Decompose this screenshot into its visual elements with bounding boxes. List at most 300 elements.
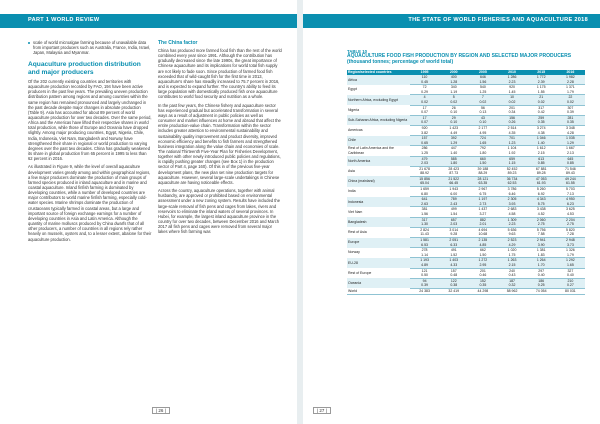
body-paragraph: China has produced more farmed food fish than the rest of the world combined every year since 1991. Although the contribution has gradually decreased since the late 1990s, the great importance of Chinese aquaculture and its implications for world total fish supply are not likely to fade soon. Since production of farmed food fish exceeded that of wild-caught fish for the first time in 2013, aquaculture's share has steadily increased to 75.7 percent in 2016, and is expected to expand further. The country's ability to feed its large population with domestically produced fish once aquaculture contributes to world food security and nutrition as a whole. [158, 48, 282, 100]
table-cell-percent: 1.54 [439, 212, 468, 217]
table-cell-percent: 0.35 [468, 283, 497, 288]
table-cell-percent: 0.02 [527, 100, 556, 105]
row-label: Oceania [347, 278, 410, 288]
table-cell-tonnes: 17 [422, 105, 427, 110]
table-cell-percent: 89.28 [527, 171, 556, 176]
table-cell-percent: 1.79 [556, 90, 585, 95]
table-cell-percent: 2.75 [556, 222, 585, 227]
table-cell-tonnes: 201 [509, 105, 515, 110]
table-cell-tonnes: 32 419 [439, 288, 468, 294]
body-paragraph: In the past few years, the Chinese fishery and aquaculture sector has experienced gradual but accelerated transformation in several ways as a result of adjustment in public policies as well as consumer and market influences at home and abroad that affect the entire production-value chain. Transformation within the sector includes greater attention to environmental sustainability and sustainability quality improvement and product diversity, improved economic efficiency and benefits to fish farmers and strengthened business integration along the value chain and economies of scale. The national Thirteenth Five-Year Plan for Fisheries Development, together with other newly introduced public policies and regulations, is rapidly pushing greater changes (see Box 1) in the production sector of Part 4, page 160). Of this in of the previous five-year development plans, the new plan set nine production targets for aquaculture. However, several large-scale undertakings in Chinese aquaculture are having noticeable effects. [158, 102, 281, 185]
table-cell-tonnes: 499 [450, 207, 457, 212]
table-cell-percent: 2.01 [468, 222, 497, 227]
table-cell-tonnes: 15 856 [410, 176, 439, 181]
table-cell-percent: 1.14 [410, 253, 439, 258]
table-cell-percent: 0.65 [410, 141, 439, 146]
table-cell-percent: 2.73 [468, 202, 497, 207]
table-cell-percent: 0.38 [439, 283, 468, 288]
column-header-year: 1995 [410, 70, 439, 75]
table-label: TABLE 10 [347, 49, 367, 54]
table-cell-percent: 7.28 [556, 232, 585, 237]
table-cell-tonnes: 157 [450, 268, 457, 273]
row-label: World [347, 288, 410, 294]
table-cell-tonnes: 3 438 [536, 207, 546, 212]
table-cell-tonnes: 28 121 [468, 176, 497, 181]
table-cell-tonnes: 792 [479, 146, 486, 151]
table-cell-percent: 3.27 [468, 212, 497, 217]
table-cell-tonnes: 327 [567, 268, 574, 273]
table-cell-percent: 2.03 [439, 222, 468, 227]
table-cell-percent: 1.50 [468, 253, 497, 258]
column-header-year: 2010 [497, 70, 526, 75]
section-heading: Aquaculture production distribution and major producers [28, 61, 141, 76]
table-cell-percent: 2.13 [556, 151, 585, 156]
table-cell-percent: 2.15 [497, 263, 526, 268]
right-column [158, 40, 282, 237]
row-label: Rest of Europe [348, 270, 372, 275]
table-cell-tonnes: 340 [450, 85, 457, 90]
table-cell-tonnes: 613 [527, 156, 556, 161]
table-cell-tonnes: 920 [421, 125, 428, 130]
table-cell-percent: 1.25 [410, 151, 439, 156]
table-cell-percent: 4.85 [468, 243, 497, 248]
table-cell-tonnes: 1 193 [410, 258, 439, 263]
table-cell-percent: 0.42 [527, 110, 556, 115]
table-cell-tonnes: 72 [422, 85, 427, 90]
table-cell-tonnes: 789 [439, 197, 468, 202]
table-cell-percent: 89.43 [556, 171, 585, 176]
table-cell-percent: 1.50 [468, 161, 497, 166]
table-cell-tonnes: 201 [479, 268, 486, 273]
table-cell-tonnes: 36 734 [497, 176, 526, 181]
table-cell-tonnes: 2 514 [507, 125, 517, 130]
table-cell-tonnes: 2 177 [478, 125, 488, 130]
table-cell-percent: 0.07 [410, 110, 439, 115]
row-label: Norway [348, 250, 360, 255]
table-cell-tonnes: 5 820 [566, 227, 575, 232]
table-cell-percent: 1.79 [556, 253, 585, 258]
bullet-item [28, 40, 152, 58]
table-cell-tonnes: 1 612 [536, 146, 546, 151]
table-cell-percent: 0.29 [410, 90, 439, 95]
table-cell-percent: 11.43 [410, 232, 439, 237]
table-cell-tonnes: 286 [421, 146, 428, 151]
table-cell-tonnes: 1 667 [566, 146, 575, 151]
table-row [347, 288, 585, 294]
table-cell-tonnes: 479 [410, 156, 439, 161]
table-cell-percent: 0.39 [556, 110, 585, 115]
table-cell-percent: 61.55 [556, 181, 585, 186]
table-cell-tonnes: 317 [538, 105, 545, 110]
table-cell-percent: 1.29 [439, 141, 468, 146]
table-cell-percent: 4.52 [527, 212, 556, 217]
table-cell-tonnes: 26 [451, 105, 456, 110]
table-cell-tonnes: 1 772 [527, 75, 556, 80]
table-cell-tonnes: 278 [421, 248, 428, 253]
table-cell-tonnes: 7 [468, 95, 497, 100]
table-cell-tonnes: 662 [479, 248, 486, 253]
row-label: Chile [347, 136, 410, 146]
table-cell-tonnes: 645 [556, 156, 585, 161]
row-label: Nigeria [348, 107, 360, 112]
table-cell-percent: 1.45 [497, 90, 526, 95]
table-cell-tonnes: 39 188 [477, 166, 489, 171]
table-cell-percent: 0.45 [410, 80, 439, 85]
table-cell-percent: 0.27 [556, 283, 585, 288]
table-cell-percent: 2.95 [468, 263, 497, 268]
table-cell-percent: 0.13 [468, 110, 497, 115]
table-cell-percent: 6.00 [439, 192, 468, 197]
table-cell-percent: 4.95 [468, 131, 497, 136]
table-cell-tonnes: 1 423 [449, 125, 459, 130]
table-cell-tonnes: 4 343 [527, 197, 556, 202]
table-cell-percent: 88.92 [410, 171, 439, 176]
column-header-region: Region/selected countries [347, 70, 410, 75]
body-paragraph: As illustrated in Figure 9, while the level of overall aquaculture development varies greatly among and within geographical regions, a few major producers dominate the production of main groups of farmed species produced in inland aquaculture and in marine and coastal aquaculture. Inland finfish farming is dominated by developing countries, while a number of developed countries are major contributors to world marine finfish farming, especially cold-water species. Marine shrimps dominate the production of crustaceans typically farmed in coastal areas, but a large and important source of foreign exchange earnings for a number of developing countries in Asia and Latin America. Although the quantity of marine molluscs produced by China dwarfs that of all other producers, a number of countries in all regions rely rather heavily on mussels, oysters and, to a lesser extent, abalone for their aquaculture production. [28, 164, 152, 242]
table-cell-tonnes: 381 [421, 207, 428, 212]
table-cell-tonnes: 1 264 [527, 258, 556, 263]
left-page [0, 0, 297, 424]
table-cell-percent: 4.58 [497, 212, 526, 217]
table-cell-tonnes: 3 014 [449, 227, 459, 232]
table-cell-tonnes: 44 298 [468, 288, 497, 294]
table-cell-percent: 1.65 [468, 141, 497, 146]
table-cell-percent: 1.65 [556, 263, 585, 268]
table-cell-percent: 2.28 [556, 80, 585, 85]
table-cell-tonnes: 882 [468, 217, 497, 222]
table-cell-tonnes: 920 [509, 85, 515, 90]
table-cell-tonnes: 22 [556, 95, 585, 100]
table-cell-percent: 0.10 [468, 120, 497, 125]
left-column [28, 40, 152, 245]
table-cell-tonnes: 3 274 [536, 125, 546, 130]
table-cell-percent: 1.30 [410, 222, 439, 227]
page-number-right: | 27 | [313, 407, 331, 414]
table-cell-tonnes: 94 [410, 278, 439, 283]
table-cell-percent: 4.35 [497, 131, 526, 136]
table-cell-tonnes: 187 [497, 278, 526, 283]
bullet-text: scale of world microalgae farming because of unavailable data from important producers such as Australia, France, India, Israel, Japan, Malaysia and Myanmar. [33, 40, 151, 56]
table-cell-tonnes: 1 371 [566, 85, 575, 90]
table-cell-tonnes: 5 636 [507, 227, 517, 232]
table-cell-tonnes: 71 546 [565, 166, 576, 171]
table-cell-percent: 89.23 [497, 171, 526, 176]
table-cell-percent: 4.28 [556, 131, 585, 136]
table-cell-tonnes: 660 [468, 156, 497, 161]
row-label: Sub-Saharan Africa, excluding Nigeria [347, 115, 410, 125]
table-cell-tonnes: 4 [410, 95, 439, 100]
table-cell-percent: 1.83 [527, 253, 556, 258]
table-cell-percent: 0.48 [439, 273, 468, 278]
table-cell-tonnes: 646 [468, 75, 497, 80]
table-cell-tonnes: 2 305 [497, 197, 526, 202]
table-cell-percent: 4.29 [497, 243, 526, 248]
table-cell-tonnes: 5 [439, 95, 468, 100]
table-cell-tonnes: 2 824 [420, 227, 429, 232]
row-label: Viet Nam [348, 209, 363, 214]
table-cell-percent: 6.75 [468, 192, 497, 197]
table-cell-tonnes: 58 962 [497, 288, 526, 294]
row-label: India [348, 189, 356, 194]
table-cell-tonnes: 1 263 [497, 258, 526, 263]
right-page [303, 0, 600, 424]
table-cell-percent: 0.39 [410, 283, 439, 288]
table-cell-tonnes: 1 020 [507, 248, 517, 253]
table-cell-tonnes: 49 244 [556, 176, 585, 181]
table-cell-tonnes: 3 348 [566, 125, 575, 130]
table-cell-percent: 0.40 [556, 273, 585, 278]
table-cell-percent: 62.53 [497, 181, 526, 186]
table-cell-tonnes: 1 659 [420, 187, 429, 192]
table-cell-percent: 66.45 [439, 181, 468, 186]
table-cell-tonnes: 1 381 [536, 248, 546, 253]
table-cell-percent: 0.02 [410, 100, 439, 105]
table-cell-tonnes: 1 437 [478, 207, 488, 212]
table-cell-tonnes: 1 197 [468, 197, 497, 202]
table-cell-percent: 1.29 [556, 141, 585, 146]
table-cell-percent: 0.07 [410, 120, 439, 125]
table-cell-percent: 0.34 [497, 110, 526, 115]
table-cell-percent: 0.46 [468, 273, 497, 278]
table-cell-percent: 1.80 [468, 151, 497, 156]
table-cell-percent: 6.92 [527, 192, 556, 197]
table-cell-tonnes: 4 694 [478, 227, 488, 232]
table-cell-tonnes: 659 [497, 156, 526, 161]
table-cell-tonnes: 400 [439, 75, 468, 80]
row-label: North America [347, 156, 410, 166]
table-cell-tonnes: 1 403 [439, 258, 468, 263]
table-cell-percent: 2.15 [527, 151, 556, 156]
running-header-left: PART 1 WORLD REVIEW [28, 17, 100, 23]
table-cell-percent: 0.02 [439, 100, 468, 105]
table-cell-percent: 2.23 [497, 222, 526, 227]
table-cell-percent: 4.49 [439, 131, 468, 136]
table-cell-tonnes: 240 [509, 268, 515, 273]
table-cell-percent: 0.02 [468, 100, 497, 105]
table-cell-tonnes: 540 [479, 85, 486, 90]
table-cell-percent: 6.53 [410, 243, 439, 248]
table-cell-percent: 0.40 [527, 273, 556, 278]
table-cell-percent: 4.33 [439, 263, 468, 268]
table-cell-tonnes: 5 756 [536, 227, 546, 232]
table-cell-percent: 1.52 [439, 253, 468, 258]
row-label: Indonesia [347, 197, 410, 207]
table-cell-percent: 1.28 [439, 80, 468, 85]
table-cell-tonnes: 28 423 [448, 166, 460, 171]
table-cell-percent: 7.58 [527, 232, 556, 237]
table-cell-percent: 63.35 [468, 181, 497, 186]
table-cell-tonnes: 152 [468, 278, 497, 283]
table-cell-tonnes: 43 [468, 115, 497, 120]
table-cell-tonnes: 2 060 [527, 217, 556, 222]
table-cell-tonnes: 307 [567, 105, 574, 110]
table-cell-percent: 61.93 [527, 181, 556, 186]
table-cell-percent: 0.02 [556, 100, 585, 105]
table-cell-tonnes: 1 292 [556, 258, 585, 263]
table-cell-tonnes: 1 309 [497, 217, 526, 222]
table-cell-tonnes: 56 [480, 105, 485, 110]
table-cell-tonnes: 2 204 [556, 217, 585, 222]
row-label: Europe [347, 238, 410, 248]
table-cell-percent: 0.02 [497, 100, 526, 105]
table-cell-tonnes: 5 260 [536, 187, 546, 192]
table-cell-tonnes: 10 [497, 95, 526, 100]
table-cell-tonnes: 491 [450, 248, 457, 253]
table-cell-tonnes: 156 [497, 115, 526, 120]
table-cell-percent: 1.19 [439, 90, 468, 95]
table-cell-percent: 0.50 [410, 273, 439, 278]
row-label: Asia [348, 168, 355, 173]
table-cell-percent: 6.23 [556, 202, 585, 207]
table-cell-tonnes: 2 683 [507, 207, 517, 212]
table-cell-percent: 1.70 [527, 263, 556, 268]
table-cell-percent: 1.25 [468, 90, 497, 95]
table-body [347, 75, 585, 294]
table-cell-tonnes: 657 [439, 217, 468, 222]
table-cell-tonnes: 2 051 [439, 238, 468, 243]
table-cell-percent: 2.03 [410, 161, 439, 166]
table-cell-tonnes: 210 [556, 278, 585, 283]
table-cell-percent: 0.43 [497, 273, 526, 278]
table-cell-tonnes: 2 948 [556, 238, 585, 243]
table-cell-tonnes: 701 [497, 136, 526, 141]
table-cell-percent: 6.80 [410, 192, 439, 197]
table-cell-tonnes: 157 [410, 136, 439, 141]
table-cell-percent: 3.82 [410, 131, 439, 136]
table-cell-tonnes: 3 786 [507, 187, 517, 192]
table-cell-percent: 0.32 [497, 283, 526, 288]
row-label: Northern Africa, excluding Egypt [347, 95, 410, 105]
table-cell-percent: 3.90 [527, 243, 556, 248]
table-cell-tonnes: 24 383 [410, 288, 439, 294]
table-cell-percent: 65.04 [410, 181, 439, 186]
table-cell-tonnes: 641 [410, 197, 439, 202]
table-cell-tonnes: 447 [450, 146, 457, 151]
table-cell-tonnes: 1 272 [468, 258, 497, 263]
page-number-left: | 26 | [152, 407, 170, 414]
table-cell-percent: 9.28 [439, 232, 468, 237]
table-cell-percent: 1.56 [468, 80, 497, 85]
table-cell-tonnes: 21 522 [439, 176, 468, 181]
table-cell-tonnes: 3 625 [566, 207, 575, 212]
table-cell-tonnes: 1 035 [556, 136, 585, 141]
table-cell-tonnes: 317 [410, 217, 439, 222]
table-cell-tonnes: 1 943 [449, 187, 459, 192]
table-cell-tonnes: 52 452 [506, 166, 518, 171]
table-cell-percent: 2.75 [527, 222, 556, 227]
table-cell-tonnes: 21 [527, 95, 556, 100]
table-cell-percent: 0.26 [497, 120, 526, 125]
table-cell-percent: 0.85 [556, 161, 585, 166]
table-cell-tonnes: 1 581 [410, 238, 439, 243]
body-paragraph: Across the country, aquaculture operations, together with animal husbandry, are approved or prohibited based on environmental assessment under a new zoning system. Results have included the large-scale removal of fish pens and cages from lakes, rivers and reservoirs to eliminate the inland waters of several provinces. In Hubei, for example, the largest inland aquaculture province in the country for over two decades, between December 2016 and March 2017 all fish pens and cages were removed from several major lakes where fish farming was [158, 188, 280, 235]
row-label: EU-28 [347, 258, 410, 268]
table-cell-percent: 2.23 [497, 80, 526, 85]
table-cell-tonnes: 259 [527, 115, 556, 120]
table-cell-tonnes: 585 [439, 156, 468, 161]
table-cell-percent: 2.43 [439, 202, 468, 207]
table-cell-tonnes: 80 031 [556, 288, 585, 294]
table-cell-percent: 4.89 [410, 263, 439, 268]
table-cell-tonnes: 2 135 [468, 238, 497, 243]
production-table [347, 70, 585, 295]
table-cell-percent: 4.38 [527, 131, 556, 136]
table-cell-percent: 87.73 [439, 171, 468, 176]
row-label: Africa [347, 75, 410, 85]
table-cell-percent: 1.40 [439, 151, 468, 156]
table-cell-tonnes: 122 [439, 278, 468, 283]
table-cell-tonnes: 186 [527, 278, 556, 283]
table-cell-percent: 5.75 [527, 202, 556, 207]
row-label: China (mainland) [347, 176, 410, 186]
table-cell-tonnes: 2 941 [527, 238, 556, 243]
table-cell-percent: 0.35 [527, 120, 556, 125]
table-cell-percent: 4.53 [556, 212, 585, 217]
table-cell-tonnes: 121 [421, 268, 428, 273]
table-cell-percent: 0.25 [527, 283, 556, 288]
body-paragraph: Of the 202 currently existing countries and territories with aquaculture production recorded by FAO, 194 have been active producers in the past few years. The prevailing uneven production distribution pattern among regions and among countries within the same region has remained pronounced and largely unchanged in the past decade despite major changes in absolute production (Table 9). Asia has accounted for about 89 percent of world aquaculture production for over two decades. Over the same period, Africa and the Americas have lifted their respective shares in world total production, while those of Europe and Oceania have dropped slightly. Among major producing countries, Egypt, Nigeria, Chile, India, Indonesia, Viet Nam, Bangladesh and Norway have strengthened their share in regional or world production to varying degrees over the past two decades. China has gradually weakened its share in global production from 65 percent in 1995 to less than 62 percent in 2016. [28, 78, 152, 162]
table-cell-percent: 3.93 [497, 202, 526, 207]
table-cell-tonnes: 47 053 [527, 176, 556, 181]
table-cell-tonnes: 1 326 [566, 248, 575, 253]
table-cell-percent: 1.75 [497, 253, 526, 258]
table-cell-tonnes: 2 523 [497, 238, 526, 243]
table-cell-tonnes: 5 703 [566, 187, 575, 192]
table-cell-percent: 7.13 [556, 192, 585, 197]
table-cell-percent: 2.39 [527, 80, 556, 85]
header-band-right [303, 14, 600, 28]
table-cell-tonnes: 1 982 [556, 75, 585, 80]
table-cell-percent: 10.68 [468, 232, 497, 237]
table-cell-percent: 1.92 [497, 151, 526, 156]
table-cell-percent: 1.40 [527, 141, 556, 146]
table-cell-percent: 2.63 [410, 202, 439, 207]
column-header-year: 2015 [527, 70, 556, 75]
row-label: Americas [348, 128, 363, 133]
table-cell-tonnes: 67 881 [535, 166, 547, 171]
table-cell-tonnes: 74 054 [527, 288, 556, 294]
table-cell-tonnes: 29 [439, 115, 468, 120]
bullet-dot-icon [28, 42, 30, 44]
table-cell-percent: 88.29 [468, 171, 497, 176]
table-cell-percent: 1.56 [410, 212, 439, 217]
table-cell-tonnes: 17 [410, 115, 439, 120]
table-cell-percent: 1.15 [497, 161, 526, 166]
table-cell-tonnes: 297 [538, 268, 545, 273]
table-cell-percent: 1.23 [497, 141, 526, 146]
column-header-year: 2000 [439, 70, 468, 75]
table-cell-percent: 3.73 [556, 243, 585, 248]
row-label: Rest of Latin America and the Caribbean [348, 146, 394, 155]
table-cell-percent: 0.10 [439, 120, 468, 125]
table-cell-tonnes: 110 [410, 75, 439, 80]
table-cell-tonnes: 2 967 [478, 187, 488, 192]
table-title: AQUACULTURE FOOD FISH PRODUCTION BY REGION AND SELECTED MAJOR PRODUCERS (thousand tonnes; percentage of world total) [347, 53, 572, 65]
table-cell-percent: 6.46 [497, 192, 526, 197]
table-cell-tonnes: 1 046 [527, 136, 556, 141]
table-cell-percent: 0.85 [527, 161, 556, 166]
table-cell-tonnes: 1 175 [536, 85, 546, 90]
table-cell-tonnes: 1 286 [497, 75, 526, 80]
table-cell-tonnes: 21 678 [419, 166, 430, 171]
table-cell-percent: 0.35 [556, 120, 585, 125]
table-cell-percent: 1.80 [439, 161, 468, 166]
table-cell-tonnes: 281 [556, 115, 585, 120]
running-header-right: THE STATE OF WORLD FISHERIES AND AQUACULTURE 2018 [408, 17, 588, 23]
header-band-left [0, 14, 297, 28]
table-cell-tonnes: 392 [439, 136, 468, 141]
table-cell-tonnes: 4 950 [556, 197, 585, 202]
